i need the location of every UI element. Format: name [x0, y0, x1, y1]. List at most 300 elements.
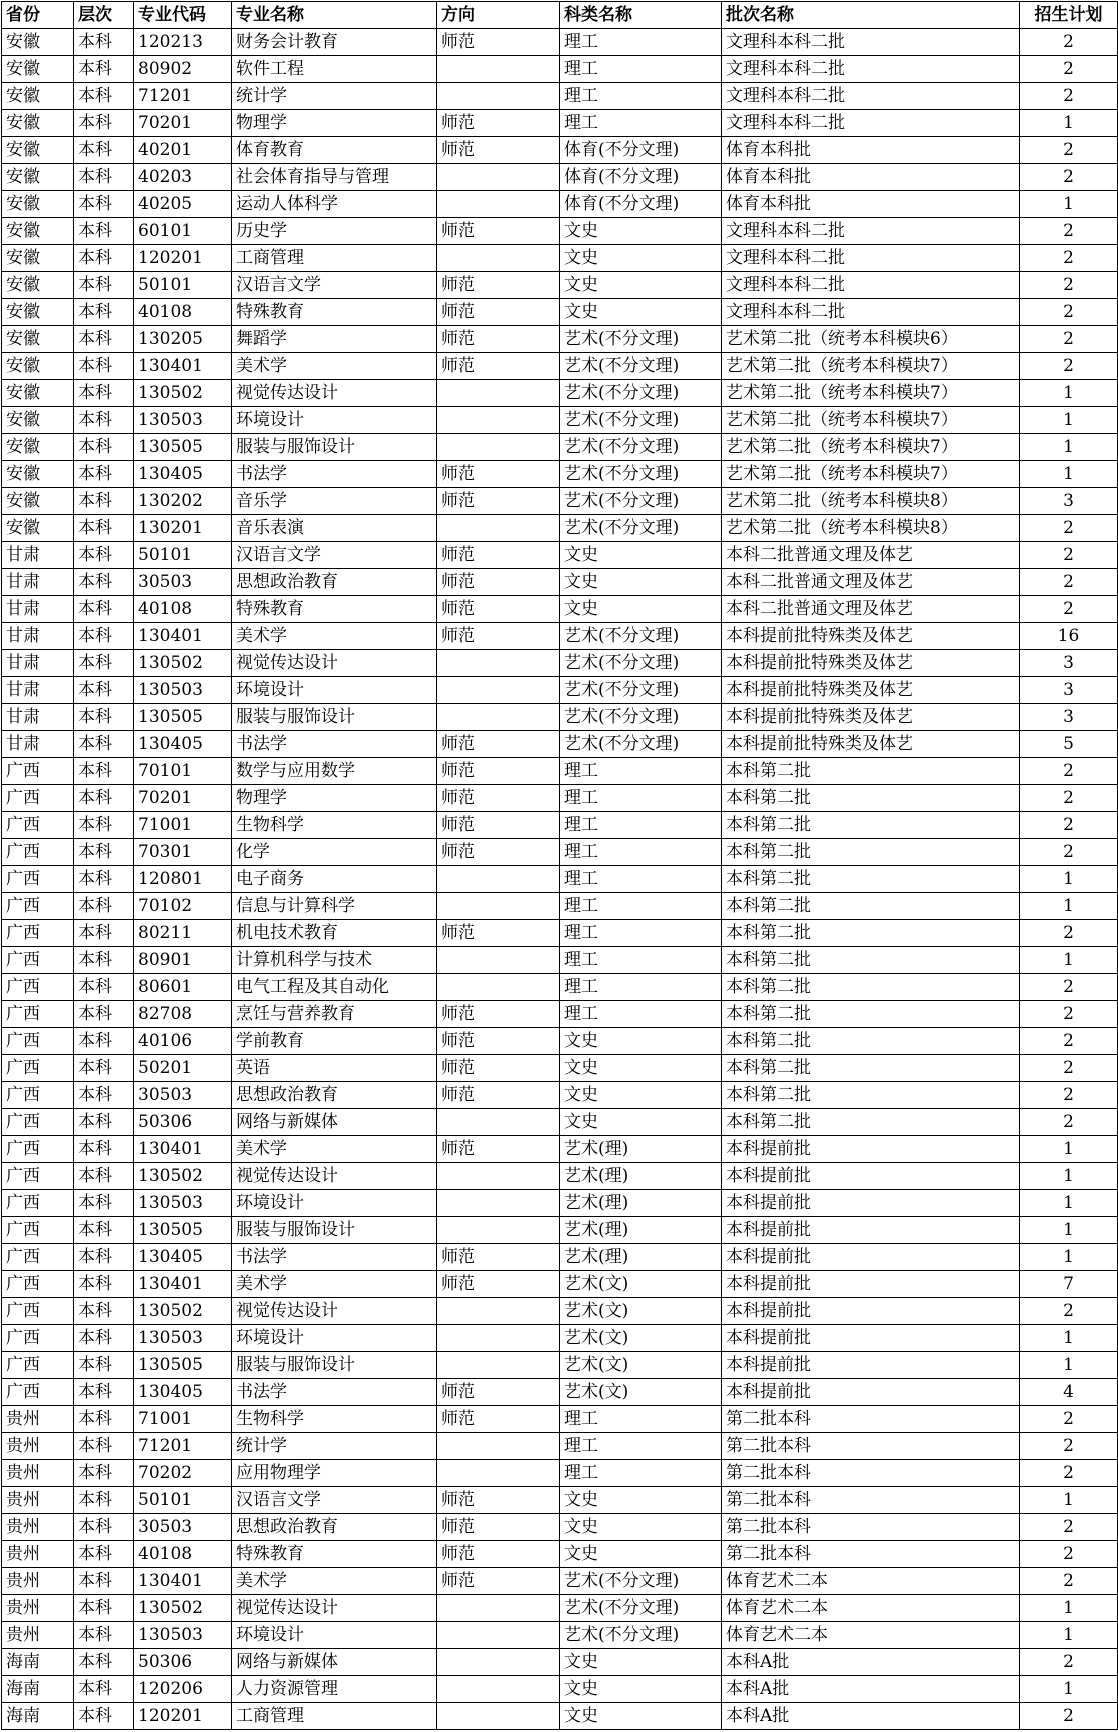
cell-major-code: 80601 [134, 974, 232, 1001]
cell-category: 理工 [560, 920, 722, 947]
cell-category: 艺术(不分文理) [560, 434, 722, 461]
cell-major-name: 书法学 [232, 731, 437, 758]
cell-major-code: 40205 [134, 191, 232, 218]
cell-major-name: 舞蹈学 [232, 326, 437, 353]
header-category: 科类名称 [560, 2, 722, 29]
cell-category: 理工 [560, 1433, 722, 1460]
cell-category: 理工 [560, 947, 722, 974]
cell-batch: 文理科本科二批 [722, 29, 1020, 56]
cell-province: 贵州 [2, 1622, 74, 1649]
cell-level: 本科 [74, 29, 134, 56]
cell-major-name: 软件工程 [232, 56, 437, 83]
cell-plan: 2 [1020, 1001, 1118, 1028]
cell-level: 本科 [74, 1271, 134, 1298]
cell-major-name: 学前教育 [232, 1028, 437, 1055]
cell-major-name: 视觉传达设计 [232, 380, 437, 407]
cell-major-name: 音乐表演 [232, 515, 437, 542]
cell-major-code: 130405 [134, 731, 232, 758]
cell-category: 文史 [560, 218, 722, 245]
cell-batch: 第二批本科 [722, 1406, 1020, 1433]
table-row [2, 1514, 1118, 1541]
cell-batch: 本科第二批 [722, 785, 1020, 812]
cell-level: 本科 [74, 1406, 134, 1433]
cell-level: 本科 [74, 1514, 134, 1541]
table-row [2, 137, 1118, 164]
cell-category: 艺术(文) [560, 1271, 722, 1298]
cell-plan: 2 [1020, 1541, 1118, 1568]
table-row [2, 1217, 1118, 1244]
cell-level: 本科 [74, 56, 134, 83]
cell-level: 本科 [74, 1028, 134, 1055]
cell-major-code: 60101 [134, 218, 232, 245]
cell-batch: 本科第二批 [722, 1001, 1020, 1028]
cell-direction: 师范 [437, 353, 560, 380]
cell-plan: 2 [1020, 1109, 1118, 1136]
cell-category: 艺术(不分文理) [560, 488, 722, 515]
cell-major-code: 71201 [134, 83, 232, 110]
header-province: 省份 [2, 2, 74, 29]
enrollment-plan-table [1, 1, 1118, 1730]
cell-plan: 1 [1020, 434, 1118, 461]
cell-level: 本科 [74, 1541, 134, 1568]
cell-level: 本科 [74, 839, 134, 866]
cell-level: 本科 [74, 866, 134, 893]
cell-plan: 2 [1020, 1703, 1118, 1730]
cell-level: 本科 [74, 1298, 134, 1325]
cell-level: 本科 [74, 1352, 134, 1379]
cell-major-name: 网络与新媒体 [232, 1649, 437, 1676]
cell-province: 甘肃 [2, 569, 74, 596]
cell-province: 安徽 [2, 326, 74, 353]
cell-direction: 师范 [437, 1244, 560, 1271]
cell-province: 广西 [2, 1163, 74, 1190]
cell-direction [437, 650, 560, 677]
cell-plan: 2 [1020, 812, 1118, 839]
table-row [2, 866, 1118, 893]
table-row [2, 1082, 1118, 1109]
cell-major-code: 130401 [134, 353, 232, 380]
cell-province: 安徽 [2, 29, 74, 56]
cell-plan: 1 [1020, 461, 1118, 488]
cell-major-name: 环境设计 [232, 1622, 437, 1649]
cell-direction: 师范 [437, 1541, 560, 1568]
cell-direction [437, 1676, 560, 1703]
cell-batch: 艺术第二批（统考本科模块7） [722, 461, 1020, 488]
table-row [2, 1433, 1118, 1460]
table-row [2, 1568, 1118, 1595]
cell-level: 本科 [74, 1379, 134, 1406]
cell-direction [437, 947, 560, 974]
table-row [2, 407, 1118, 434]
cell-major-code: 50306 [134, 1649, 232, 1676]
table-row [2, 731, 1118, 758]
cell-level: 本科 [74, 245, 134, 272]
cell-plan: 1 [1020, 110, 1118, 137]
cell-plan: 1 [1020, 866, 1118, 893]
cell-batch: 本科二批普通文理及体艺 [722, 542, 1020, 569]
table-body [2, 29, 1118, 1730]
cell-category: 艺术(不分文理) [560, 704, 722, 731]
table-row [2, 1649, 1118, 1676]
cell-batch: 本科提前批 [722, 1190, 1020, 1217]
cell-level: 本科 [74, 1703, 134, 1730]
table-row [2, 1298, 1118, 1325]
table-row [2, 1271, 1118, 1298]
cell-batch: 本科第二批 [722, 893, 1020, 920]
cell-plan: 1 [1020, 1217, 1118, 1244]
cell-batch: 第二批本科 [722, 1514, 1020, 1541]
cell-major-name: 统计学 [232, 1433, 437, 1460]
cell-plan: 1 [1020, 191, 1118, 218]
cell-major-code: 130503 [134, 1622, 232, 1649]
cell-major-code: 50101 [134, 1487, 232, 1514]
cell-category: 艺术(不分文理) [560, 1595, 722, 1622]
table-row [2, 569, 1118, 596]
cell-category: 文史 [560, 542, 722, 569]
table-row [2, 1190, 1118, 1217]
cell-direction: 师范 [437, 785, 560, 812]
cell-province: 广西 [2, 1379, 74, 1406]
cell-direction [437, 974, 560, 1001]
cell-direction [437, 1703, 560, 1730]
cell-category: 理工 [560, 893, 722, 920]
cell-batch: 本科A批 [722, 1649, 1020, 1676]
cell-category: 理工 [560, 56, 722, 83]
cell-province: 安徽 [2, 245, 74, 272]
cell-province: 安徽 [2, 380, 74, 407]
cell-batch: 第二批本科 [722, 1460, 1020, 1487]
cell-level: 本科 [74, 461, 134, 488]
cell-major-name: 汉语言文学 [232, 272, 437, 299]
cell-major-code: 130502 [134, 1595, 232, 1622]
cell-batch: 本科提前批特殊类及体艺 [722, 650, 1020, 677]
table-row [2, 461, 1118, 488]
cell-plan: 2 [1020, 785, 1118, 812]
cell-plan: 1 [1020, 1676, 1118, 1703]
cell-level: 本科 [74, 1136, 134, 1163]
cell-major-code: 130401 [134, 1136, 232, 1163]
cell-batch: 本科提前批 [722, 1352, 1020, 1379]
table-row [2, 1001, 1118, 1028]
cell-level: 本科 [74, 974, 134, 1001]
cell-plan: 1 [1020, 1352, 1118, 1379]
cell-category: 文史 [560, 596, 722, 623]
cell-major-name: 音乐学 [232, 488, 437, 515]
cell-category: 艺术(不分文理) [560, 461, 722, 488]
cell-province: 海南 [2, 1649, 74, 1676]
cell-major-name: 美术学 [232, 1136, 437, 1163]
cell-level: 本科 [74, 704, 134, 731]
cell-province: 广西 [2, 1352, 74, 1379]
cell-level: 本科 [74, 1001, 134, 1028]
cell-batch: 本科提前批 [722, 1379, 1020, 1406]
table-row [2, 353, 1118, 380]
cell-category: 艺术(不分文理) [560, 650, 722, 677]
cell-direction [437, 1649, 560, 1676]
cell-major-code: 71001 [134, 1406, 232, 1433]
cell-major-code: 130401 [134, 1568, 232, 1595]
cell-plan: 1 [1020, 380, 1118, 407]
cell-direction [437, 1622, 560, 1649]
table-row [2, 1379, 1118, 1406]
cell-major-code: 130205 [134, 326, 232, 353]
cell-category: 体育(不分文理) [560, 164, 722, 191]
table-row [2, 515, 1118, 542]
cell-plan: 2 [1020, 839, 1118, 866]
cell-batch: 本科第二批 [722, 866, 1020, 893]
cell-plan: 2 [1020, 1568, 1118, 1595]
cell-major-code: 30503 [134, 1514, 232, 1541]
cell-direction [437, 191, 560, 218]
cell-plan: 5 [1020, 731, 1118, 758]
cell-category: 理工 [560, 1001, 722, 1028]
cell-major-code: 130201 [134, 515, 232, 542]
cell-province: 广西 [2, 1190, 74, 1217]
cell-plan: 1 [1020, 407, 1118, 434]
cell-direction: 师范 [437, 110, 560, 137]
table-row [2, 488, 1118, 515]
cell-level: 本科 [74, 893, 134, 920]
cell-level: 本科 [74, 380, 134, 407]
cell-major-code: 70301 [134, 839, 232, 866]
cell-level: 本科 [74, 1055, 134, 1082]
cell-province: 广西 [2, 1271, 74, 1298]
cell-major-name: 应用物理学 [232, 1460, 437, 1487]
cell-major-name: 服装与服饰设计 [232, 1217, 437, 1244]
cell-level: 本科 [74, 1325, 134, 1352]
cell-plan: 2 [1020, 1055, 1118, 1082]
cell-direction [437, 1325, 560, 1352]
cell-province: 广西 [2, 785, 74, 812]
cell-batch: 第二批本科 [722, 1541, 1020, 1568]
cell-category: 文史 [560, 245, 722, 272]
cell-plan: 2 [1020, 272, 1118, 299]
table-row [2, 1055, 1118, 1082]
cell-plan: 4 [1020, 1379, 1118, 1406]
header-row [2, 2, 1118, 29]
cell-province: 贵州 [2, 1514, 74, 1541]
cell-plan: 1 [1020, 1190, 1118, 1217]
cell-level: 本科 [74, 785, 134, 812]
table-row [2, 326, 1118, 353]
cell-level: 本科 [74, 1163, 134, 1190]
cell-province: 广西 [2, 947, 74, 974]
cell-major-code: 70101 [134, 758, 232, 785]
cell-major-name: 思想政治教育 [232, 1514, 437, 1541]
cell-plan: 7 [1020, 1271, 1118, 1298]
cell-level: 本科 [74, 299, 134, 326]
header-batch: 批次名称 [722, 2, 1020, 29]
cell-direction: 师范 [437, 1379, 560, 1406]
cell-plan: 2 [1020, 542, 1118, 569]
cell-level: 本科 [74, 1676, 134, 1703]
cell-level: 本科 [74, 920, 134, 947]
cell-major-code: 130502 [134, 380, 232, 407]
cell-major-code: 30503 [134, 1082, 232, 1109]
cell-category: 文史 [560, 1649, 722, 1676]
cell-plan: 2 [1020, 56, 1118, 83]
table-row [2, 623, 1118, 650]
cell-batch: 文理科本科二批 [722, 245, 1020, 272]
cell-province: 广西 [2, 974, 74, 1001]
table-row [2, 434, 1118, 461]
cell-category: 艺术(不分文理) [560, 1622, 722, 1649]
cell-major-name: 电子商务 [232, 866, 437, 893]
cell-batch: 艺术第二批（统考本科模块7） [722, 434, 1020, 461]
cell-major-code: 120206 [134, 1676, 232, 1703]
table-row [2, 677, 1118, 704]
cell-major-name: 体育教育 [232, 137, 437, 164]
cell-batch: 本科第二批 [722, 839, 1020, 866]
cell-major-name: 英语 [232, 1055, 437, 1082]
cell-batch: 本科A批 [722, 1676, 1020, 1703]
cell-plan: 2 [1020, 1406, 1118, 1433]
cell-level: 本科 [74, 569, 134, 596]
cell-province: 安徽 [2, 56, 74, 83]
cell-major-name: 化学 [232, 839, 437, 866]
cell-direction [437, 1190, 560, 1217]
cell-direction [437, 434, 560, 461]
cell-major-code: 70201 [134, 785, 232, 812]
table-row [2, 1622, 1118, 1649]
cell-major-code: 70202 [134, 1460, 232, 1487]
cell-level: 本科 [74, 731, 134, 758]
cell-level: 本科 [74, 83, 134, 110]
cell-plan: 2 [1020, 515, 1118, 542]
cell-direction [437, 704, 560, 731]
cell-major-code: 120201 [134, 245, 232, 272]
table-row [2, 1406, 1118, 1433]
cell-category: 艺术(不分文理) [560, 1568, 722, 1595]
table-row [2, 380, 1118, 407]
cell-plan: 2 [1020, 974, 1118, 1001]
table-row [2, 542, 1118, 569]
cell-major-name: 特殊教育 [232, 1541, 437, 1568]
cell-major-name: 物理学 [232, 785, 437, 812]
cell-category: 体育(不分文理) [560, 191, 722, 218]
cell-batch: 本科第二批 [722, 1055, 1020, 1082]
cell-direction [437, 245, 560, 272]
cell-level: 本科 [74, 1622, 134, 1649]
cell-major-name: 统计学 [232, 83, 437, 110]
cell-major-name: 机电技术教育 [232, 920, 437, 947]
cell-province: 安徽 [2, 164, 74, 191]
cell-major-name: 汉语言文学 [232, 542, 437, 569]
cell-direction: 师范 [437, 596, 560, 623]
table-row [2, 1028, 1118, 1055]
cell-province: 广西 [2, 1325, 74, 1352]
cell-level: 本科 [74, 677, 134, 704]
cell-major-code: 120201 [134, 1703, 232, 1730]
cell-major-code: 130405 [134, 1379, 232, 1406]
cell-level: 本科 [74, 272, 134, 299]
cell-major-code: 120213 [134, 29, 232, 56]
cell-province: 甘肃 [2, 596, 74, 623]
cell-batch: 体育艺术二本 [722, 1568, 1020, 1595]
cell-level: 本科 [74, 1082, 134, 1109]
cell-province: 广西 [2, 920, 74, 947]
cell-direction [437, 407, 560, 434]
cell-major-name: 特殊教育 [232, 596, 437, 623]
cell-plan: 2 [1020, 569, 1118, 596]
cell-batch: 本科第二批 [722, 758, 1020, 785]
cell-major-code: 40203 [134, 164, 232, 191]
table-row [2, 1703, 1118, 1730]
cell-province: 安徽 [2, 83, 74, 110]
cell-province: 广西 [2, 812, 74, 839]
cell-direction: 师范 [437, 542, 560, 569]
cell-category: 理工 [560, 785, 722, 812]
cell-province: 广西 [2, 1244, 74, 1271]
cell-major-name: 信息与计算科学 [232, 893, 437, 920]
cell-category: 艺术(不分文理) [560, 515, 722, 542]
cell-major-name: 环境设计 [232, 407, 437, 434]
cell-category: 文史 [560, 1487, 722, 1514]
cell-level: 本科 [74, 110, 134, 137]
cell-major-code: 80902 [134, 56, 232, 83]
cell-major-code: 71001 [134, 812, 232, 839]
cell-province: 甘肃 [2, 731, 74, 758]
cell-batch: 本科第二批 [722, 812, 1020, 839]
cell-province: 广西 [2, 1001, 74, 1028]
cell-batch: 本科提前批 [722, 1163, 1020, 1190]
table-row [2, 596, 1118, 623]
cell-level: 本科 [74, 758, 134, 785]
table-row [2, 758, 1118, 785]
cell-level: 本科 [74, 1649, 134, 1676]
cell-category: 文史 [560, 1541, 722, 1568]
cell-major-code: 130505 [134, 1217, 232, 1244]
cell-plan: 2 [1020, 1028, 1118, 1055]
cell-province: 甘肃 [2, 677, 74, 704]
cell-major-code: 130401 [134, 623, 232, 650]
cell-major-name: 美术学 [232, 1568, 437, 1595]
cell-major-name: 思想政治教育 [232, 569, 437, 596]
header-level: 层次 [74, 2, 134, 29]
cell-major-code: 80901 [134, 947, 232, 974]
cell-plan: 1 [1020, 1595, 1118, 1622]
table-row [2, 1352, 1118, 1379]
cell-direction: 师范 [437, 1055, 560, 1082]
cell-batch: 艺术第二批（统考本科模块7） [722, 380, 1020, 407]
cell-direction [437, 866, 560, 893]
cell-plan: 2 [1020, 1433, 1118, 1460]
cell-level: 本科 [74, 407, 134, 434]
cell-batch: 艺术第二批（统考本科模块7） [722, 407, 1020, 434]
cell-level: 本科 [74, 137, 134, 164]
cell-category: 艺术(理) [560, 1163, 722, 1190]
cell-level: 本科 [74, 515, 134, 542]
table-row [2, 110, 1118, 137]
cell-province: 安徽 [2, 434, 74, 461]
cell-batch: 第二批本科 [722, 1487, 1020, 1514]
cell-major-name: 书法学 [232, 1244, 437, 1271]
cell-plan: 2 [1020, 596, 1118, 623]
cell-batch: 本科提前批特殊类及体艺 [722, 677, 1020, 704]
cell-major-name: 服装与服饰设计 [232, 434, 437, 461]
cell-direction [437, 1217, 560, 1244]
cell-direction: 师范 [437, 137, 560, 164]
cell-direction [437, 893, 560, 920]
cell-category: 艺术(不分文理) [560, 353, 722, 380]
cell-category: 文史 [560, 272, 722, 299]
table-row [2, 1676, 1118, 1703]
table-row [2, 785, 1118, 812]
cell-category: 理工 [560, 83, 722, 110]
cell-level: 本科 [74, 353, 134, 380]
cell-major-code: 50201 [134, 1055, 232, 1082]
cell-plan: 1 [1020, 893, 1118, 920]
